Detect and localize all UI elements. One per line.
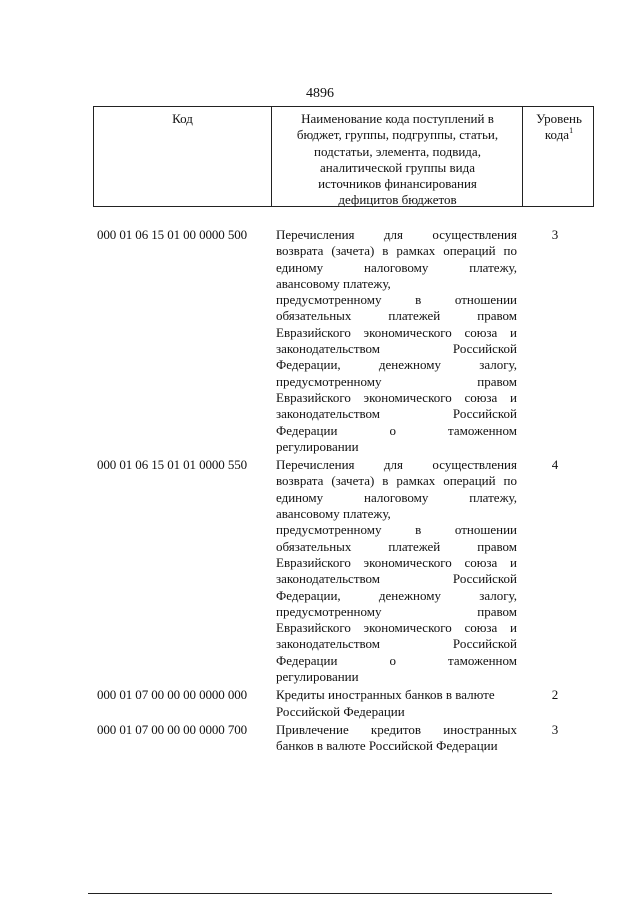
row-name-line: Российской Федерации bbox=[276, 703, 405, 719]
header-level bbox=[524, 111, 594, 144]
row-name-line: Перечисления для осуществления bbox=[276, 457, 517, 473]
header-level-line bbox=[524, 127, 594, 143]
header-name-line: дефицитов бюджетов bbox=[338, 192, 457, 208]
row-name-line: возврата (зачета) в рамках операций по bbox=[276, 243, 517, 259]
row-name-line: Федерации, денежному залогу, bbox=[276, 587, 517, 603]
header-name-line: бюджет, группы, подгруппы, статьи, bbox=[296, 127, 499, 143]
row-name-line: единому налоговому платежу, bbox=[276, 259, 517, 275]
row-name bbox=[276, 227, 517, 455]
row-name-line: авансовому платежу, bbox=[276, 506, 391, 522]
header-name-line: аналитической группы вида bbox=[320, 159, 475, 175]
row-name-line: регулировании bbox=[276, 669, 359, 685]
row-name-line: законодательством Российской bbox=[276, 341, 517, 357]
row-name-line: предусмотренному в отношении bbox=[276, 292, 517, 308]
header-code: Код bbox=[172, 111, 193, 126]
row-name-line: предусмотренному в отношении bbox=[276, 522, 517, 538]
header-name-line: подстатьи, элемента, подвида, bbox=[314, 143, 481, 159]
row-name-line: регулировании bbox=[276, 438, 359, 454]
row-name bbox=[276, 687, 517, 720]
row-level: 2 bbox=[551, 687, 559, 703]
row-name-line: законодательством Российской bbox=[276, 636, 517, 652]
row-name-line: Евразийского экономического союза и bbox=[276, 554, 517, 570]
row-level: 3 bbox=[551, 227, 559, 242]
row-code: 000 01 07 00 00 00 0000 700 bbox=[97, 721, 248, 737]
row-name-line: банков в валюте Российской Федерации bbox=[276, 738, 498, 754]
row-name-line: законодательством Российской bbox=[276, 406, 517, 422]
header-level-label: кода bbox=[544, 127, 570, 143]
row-name-line: единому налоговому платежу, bbox=[276, 489, 517, 505]
page-number: 4896 bbox=[306, 86, 334, 101]
column-divider bbox=[522, 107, 523, 206]
row-code: 000 01 07 00 00 00 0000 000 bbox=[97, 687, 248, 703]
table-header bbox=[93, 106, 594, 207]
row-level: 3 bbox=[551, 721, 559, 737]
table-row bbox=[97, 457, 597, 685]
row-name-line: Евразийского экономического союза и bbox=[276, 620, 517, 636]
header-name bbox=[273, 111, 522, 209]
row-name-line: возврата (зачета) в рамках операций по bbox=[276, 473, 517, 489]
header-name-line: Наименование кода поступлений в bbox=[301, 111, 494, 126]
column-divider bbox=[271, 107, 272, 206]
row-code: 000 01 06 15 01 00 0000 500 bbox=[97, 227, 248, 242]
row-name-line: предусмотренному правом bbox=[276, 603, 517, 619]
row-name-line: Евразийского экономического союза и bbox=[276, 389, 517, 405]
table-row bbox=[97, 722, 597, 755]
footnote-marker: 1 bbox=[569, 126, 574, 136]
row-name-line: Перечисления для осуществления bbox=[276, 227, 517, 242]
row-name-line: Кредиты иностранных банков в валюте bbox=[276, 687, 495, 703]
row-level: 4 bbox=[551, 457, 559, 473]
row-name-line: Евразийского экономического союза и bbox=[276, 324, 517, 340]
table-body bbox=[97, 227, 597, 755]
row-code: 000 01 06 15 01 01 0000 550 bbox=[97, 457, 248, 473]
row-name-line: предусмотренному правом bbox=[276, 373, 517, 389]
row-name bbox=[276, 457, 517, 685]
row-name-line: Федерации, денежному залогу, bbox=[276, 357, 517, 373]
header-level-line: Уровень bbox=[536, 111, 582, 126]
row-name-line: обязательных платежей правом bbox=[276, 538, 517, 554]
table-row bbox=[97, 227, 597, 455]
row-name-line: Федерации о таможенном bbox=[276, 422, 517, 438]
row-name-line: Привлечение кредитов иностранных bbox=[276, 721, 517, 737]
page-bottom-rule bbox=[88, 893, 552, 894]
row-name-line: авансовому платежу, bbox=[276, 275, 391, 291]
row-name bbox=[276, 722, 517, 755]
header-name-line: источников финансирования bbox=[318, 176, 477, 192]
row-name-line: законодательством Российской bbox=[276, 571, 517, 587]
row-name-line: обязательных платежей правом bbox=[276, 308, 517, 324]
table-row bbox=[97, 687, 597, 720]
row-name-line: Федерации о таможенном bbox=[276, 652, 517, 668]
